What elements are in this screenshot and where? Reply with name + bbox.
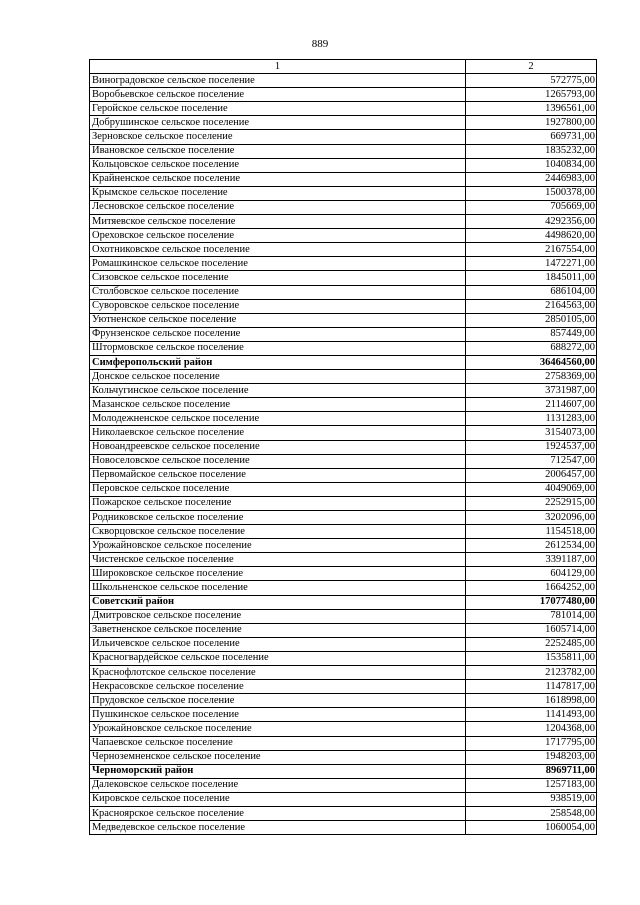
table-row bbox=[90, 792, 597, 806]
table-row bbox=[90, 102, 597, 116]
settlement-name: Скворцовское сельское поселение bbox=[90, 525, 466, 539]
table-row bbox=[90, 553, 597, 567]
settlement-name: Школьненское сельское поселение bbox=[90, 581, 466, 595]
settlement-amount: 2167554,00 bbox=[466, 243, 597, 257]
settlement-name: Перовское сельское поселение bbox=[90, 482, 466, 496]
settlement-name: Медведевское сельское поселение bbox=[90, 821, 466, 835]
settlement-name: Кольчугинское сельское поселение bbox=[90, 384, 466, 398]
table-row bbox=[90, 525, 597, 539]
settlement-name: Чапаевское сельское поселение bbox=[90, 736, 466, 750]
settlement-name: Пожарское сельское поселение bbox=[90, 496, 466, 510]
column-header-1: 1 bbox=[90, 60, 466, 74]
table-row bbox=[90, 468, 597, 482]
table-row bbox=[90, 271, 597, 285]
table-row bbox=[90, 806, 597, 820]
settlement-name: Молодежненское сельское поселение bbox=[90, 412, 466, 426]
settlement-name: Донское сельское поселение bbox=[90, 370, 466, 384]
page-number: 889 bbox=[311, 38, 329, 50]
settlement-amount: 1500378,00 bbox=[466, 186, 597, 200]
settlement-name: Широковское сельское поселение bbox=[90, 567, 466, 581]
settlement-name: Охотниковское сельское поселение bbox=[90, 243, 466, 257]
settlement-amount: 1141493,00 bbox=[466, 708, 597, 722]
table-row bbox=[90, 581, 597, 595]
settlement-amount: 712547,00 bbox=[466, 454, 597, 468]
settlement-amount: 686104,00 bbox=[466, 285, 597, 299]
settlement-amount: 604129,00 bbox=[466, 567, 597, 581]
settlement-amount: 2164563,00 bbox=[466, 299, 597, 313]
settlement-name: Сизовское сельское поселение bbox=[90, 271, 466, 285]
settlement-amount: 258548,00 bbox=[466, 806, 597, 820]
settlement-name: Крайненское сельское поселение bbox=[90, 172, 466, 186]
table-row bbox=[90, 708, 597, 722]
settlement-amount: 2252915,00 bbox=[466, 496, 597, 510]
settlement-amount: 3391187,00 bbox=[466, 553, 597, 567]
settlement-name: Прудовское сельское поселение bbox=[90, 694, 466, 708]
settlement-name: Черноземненское сельское поселение bbox=[90, 750, 466, 764]
table-row bbox=[90, 778, 597, 792]
table-row bbox=[90, 313, 597, 327]
table-row bbox=[90, 694, 597, 708]
table-row bbox=[90, 257, 597, 271]
district-row bbox=[90, 764, 597, 778]
district-amount: 17077480,00 bbox=[466, 595, 597, 609]
column-header-2: 2 bbox=[466, 60, 597, 74]
settlement-amount: 669731,00 bbox=[466, 130, 597, 144]
table-row bbox=[90, 299, 597, 313]
allocation-table bbox=[89, 59, 597, 835]
table-row bbox=[90, 341, 597, 355]
district-name: Черноморский район bbox=[90, 764, 466, 778]
settlement-amount: 2114607,00 bbox=[466, 398, 597, 412]
table-row bbox=[90, 398, 597, 412]
settlement-name: Новоселовское сельское поселение bbox=[90, 454, 466, 468]
settlement-name: Столбовское сельское поселение bbox=[90, 285, 466, 299]
table-row bbox=[90, 637, 597, 651]
table-row bbox=[90, 736, 597, 750]
settlement-amount: 1257183,00 bbox=[466, 778, 597, 792]
settlement-name: Виноградовское сельское поселение bbox=[90, 74, 466, 88]
settlement-amount: 1040834,00 bbox=[466, 158, 597, 172]
settlement-name: Геройское сельское поселение bbox=[90, 102, 466, 116]
settlement-amount: 1472271,00 bbox=[466, 257, 597, 271]
settlement-name: Некрасовское сельское поселение bbox=[90, 680, 466, 694]
settlement-amount: 1835232,00 bbox=[466, 144, 597, 158]
settlement-amount: 2123782,00 bbox=[466, 666, 597, 680]
settlement-amount: 1618998,00 bbox=[466, 694, 597, 708]
table-row bbox=[90, 482, 597, 496]
settlement-amount: 3731987,00 bbox=[466, 384, 597, 398]
table-row bbox=[90, 511, 597, 525]
settlement-amount: 3202096,00 bbox=[466, 511, 597, 525]
settlement-amount: 4049069,00 bbox=[466, 482, 597, 496]
table-row bbox=[90, 609, 597, 623]
table-row bbox=[90, 130, 597, 144]
settlement-amount: 1060054,00 bbox=[466, 821, 597, 835]
settlement-name: Уютненское сельское поселение bbox=[90, 313, 466, 327]
table-row bbox=[90, 666, 597, 680]
settlement-amount: 4498620,00 bbox=[466, 229, 597, 243]
table-row bbox=[90, 454, 597, 468]
table-row bbox=[90, 539, 597, 553]
district-name: Советский район bbox=[90, 595, 466, 609]
table-row bbox=[90, 172, 597, 186]
table-row bbox=[90, 215, 597, 229]
settlement-name: Пушкинское сельское поселение bbox=[90, 708, 466, 722]
table-row bbox=[90, 186, 597, 200]
settlement-amount: 688272,00 bbox=[466, 341, 597, 355]
settlement-name: Зерновское сельское поселение bbox=[90, 130, 466, 144]
district-name: Симферопольский район bbox=[90, 355, 466, 369]
settlement-amount: 1131283,00 bbox=[466, 412, 597, 426]
settlement-name: Краснофлотское сельское поселение bbox=[90, 666, 466, 680]
settlement-amount: 938519,00 bbox=[466, 792, 597, 806]
settlement-name: Ореховское сельское поселение bbox=[90, 229, 466, 243]
settlement-name: Кировское сельское поселение bbox=[90, 792, 466, 806]
table-row bbox=[90, 567, 597, 581]
settlement-name: Мазанское сельское поселение bbox=[90, 398, 466, 412]
table-row bbox=[90, 384, 597, 398]
settlement-name: Добрушинское сельское поселение bbox=[90, 116, 466, 130]
table-row bbox=[90, 74, 597, 88]
settlement-amount: 1154518,00 bbox=[466, 525, 597, 539]
table-row bbox=[90, 158, 597, 172]
table-row bbox=[90, 144, 597, 158]
settlement-amount: 1845011,00 bbox=[466, 271, 597, 285]
settlement-name: Дмитровское сельское поселение bbox=[90, 609, 466, 623]
settlement-amount: 2446983,00 bbox=[466, 172, 597, 186]
settlement-name: Родниковское сельское поселение bbox=[90, 511, 466, 525]
table-row bbox=[90, 651, 597, 665]
table-row bbox=[90, 412, 597, 426]
settlement-name: Ивановское сельское поселение bbox=[90, 144, 466, 158]
table-row bbox=[90, 88, 597, 102]
settlement-amount: 1664252,00 bbox=[466, 581, 597, 595]
settlement-amount: 1535811,00 bbox=[466, 651, 597, 665]
table-row bbox=[90, 426, 597, 440]
settlement-amount: 1204368,00 bbox=[466, 722, 597, 736]
settlement-amount: 1717795,00 bbox=[466, 736, 597, 750]
settlement-name: Новоандреевское сельское поселение bbox=[90, 440, 466, 454]
table-row bbox=[90, 116, 597, 130]
settlement-name: Урожайновское сельское поселение bbox=[90, 722, 466, 736]
settlement-amount: 781014,00 bbox=[466, 609, 597, 623]
settlement-amount: 2758369,00 bbox=[466, 370, 597, 384]
table-row bbox=[90, 496, 597, 510]
settlement-name: Митяевское сельское поселение bbox=[90, 215, 466, 229]
settlement-name: Ильичевское сельское поселение bbox=[90, 637, 466, 651]
settlement-amount: 857449,00 bbox=[466, 327, 597, 341]
table-row bbox=[90, 370, 597, 384]
table-row bbox=[90, 285, 597, 299]
settlement-name: Урожайновское сельское поселение bbox=[90, 539, 466, 553]
district-row bbox=[90, 355, 597, 369]
settlement-amount: 705669,00 bbox=[466, 200, 597, 214]
table-row bbox=[90, 750, 597, 764]
settlement-amount: 2612534,00 bbox=[466, 539, 597, 553]
settlement-name: Чистенское сельское поселение bbox=[90, 553, 466, 567]
settlement-amount: 1924537,00 bbox=[466, 440, 597, 454]
settlement-amount: 3154073,00 bbox=[466, 426, 597, 440]
settlement-name: Красногвардейское сельское поселение bbox=[90, 651, 466, 665]
table-row bbox=[90, 623, 597, 637]
settlement-amount: 2252485,00 bbox=[466, 637, 597, 651]
table-body bbox=[90, 74, 597, 835]
settlement-amount: 2006457,00 bbox=[466, 468, 597, 482]
table-row bbox=[90, 440, 597, 454]
settlement-amount: 1948203,00 bbox=[466, 750, 597, 764]
settlement-name: Николаевское сельское поселение bbox=[90, 426, 466, 440]
settlement-amount: 1605714,00 bbox=[466, 623, 597, 637]
table-row bbox=[90, 200, 597, 214]
settlement-name: Далековское сельское поселение bbox=[90, 778, 466, 792]
settlement-amount: 1396561,00 bbox=[466, 102, 597, 116]
settlement-amount: 572775,00 bbox=[466, 74, 597, 88]
settlement-name: Крымское сельское поселение bbox=[90, 186, 466, 200]
district-amount: 36464560,00 bbox=[466, 355, 597, 369]
settlement-name: Заветненское сельское поселение bbox=[90, 623, 466, 637]
district-row bbox=[90, 595, 597, 609]
settlement-name: Суворовское сельское поселение bbox=[90, 299, 466, 313]
settlement-name: Красноярское сельское поселение bbox=[90, 806, 466, 820]
settlement-amount: 2850105,00 bbox=[466, 313, 597, 327]
settlement-name: Ромашкинское сельское поселение bbox=[90, 257, 466, 271]
settlement-name: Штормовское сельское поселение bbox=[90, 341, 466, 355]
table-row bbox=[90, 229, 597, 243]
settlement-amount: 1147817,00 bbox=[466, 680, 597, 694]
table-row bbox=[90, 680, 597, 694]
table-row bbox=[90, 722, 597, 736]
settlement-name: Кольцовское сельское поселение bbox=[90, 158, 466, 172]
table-row bbox=[90, 243, 597, 257]
settlement-name: Фрунзенское сельское поселение bbox=[90, 327, 466, 341]
district-amount: 8969711,00 bbox=[466, 764, 597, 778]
settlement-amount: 1927800,00 bbox=[466, 116, 597, 130]
table-row bbox=[90, 327, 597, 341]
settlement-name: Первомайское сельское поселение bbox=[90, 468, 466, 482]
settlement-name: Воробьевское сельское поселение bbox=[90, 88, 466, 102]
settlement-name: Лесновское сельское поселение bbox=[90, 200, 466, 214]
settlement-amount: 1265793,00 bbox=[466, 88, 597, 102]
table-header-row bbox=[90, 60, 597, 74]
settlement-amount: 4292356,00 bbox=[466, 215, 597, 229]
table-row bbox=[90, 821, 597, 835]
